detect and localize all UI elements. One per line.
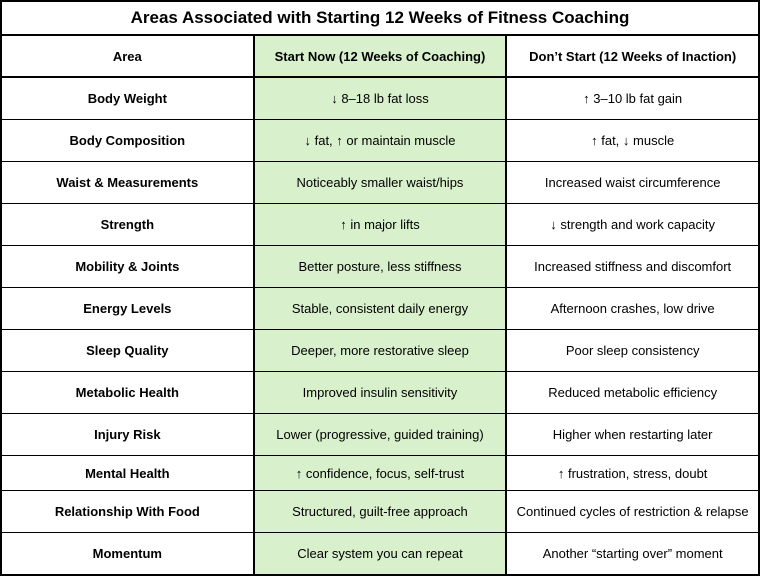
area-cell: Energy Levels	[1, 288, 254, 330]
table-row	[1, 162, 759, 204]
table-row	[1, 330, 759, 372]
dont-start-cell: Reduced metabolic efficiency	[506, 372, 759, 414]
dont-start-cell: Poor sleep consistency	[506, 330, 759, 372]
dont-start-cell: Another “starting over” moment	[506, 533, 759, 576]
start-now-cell: Clear system you can repeat	[254, 533, 507, 576]
start-now-cell: Improved insulin sensitivity	[254, 372, 507, 414]
table-row	[1, 372, 759, 414]
table-title: Areas Associated with Starting 12 Weeks of Fitness Coaching	[1, 1, 759, 35]
column-header-area: Area	[1, 35, 254, 77]
table-row	[1, 246, 759, 288]
dont-start-cell: ↑ frustration, stress, doubt	[506, 456, 759, 491]
start-now-cell: ↑ confidence, focus, self-trust	[254, 456, 507, 491]
start-now-cell: ↓ fat, ↑ or maintain muscle	[254, 120, 507, 162]
table-row	[1, 414, 759, 456]
table-row	[1, 456, 759, 491]
table-row	[1, 204, 759, 246]
table-row	[1, 491, 759, 533]
area-cell: Momentum	[1, 533, 254, 576]
table-row	[1, 533, 759, 576]
column-header-start-now: Start Now (12 Weeks of Coaching)	[254, 35, 507, 77]
dont-start-cell: ↑ 3–10 lb fat gain	[506, 77, 759, 120]
column-header-dont-start: Don’t Start (12 Weeks of Inaction)	[506, 35, 759, 77]
table-row	[1, 120, 759, 162]
dont-start-cell: ↓ strength and work capacity	[506, 204, 759, 246]
area-cell: Mobility & Joints	[1, 246, 254, 288]
area-cell: Metabolic Health	[1, 372, 254, 414]
start-now-cell: ↑ in major lifts	[254, 204, 507, 246]
area-cell: Injury Risk	[1, 414, 254, 456]
area-cell: Relationship With Food	[1, 491, 254, 533]
start-now-cell: Lower (progressive, guided training)	[254, 414, 507, 456]
dont-start-cell: Continued cycles of restriction & relapse	[506, 491, 759, 533]
table-row	[1, 77, 759, 120]
dont-start-cell: Increased waist circumference	[506, 162, 759, 204]
start-now-cell: Deeper, more restorative sleep	[254, 330, 507, 372]
table-row	[1, 288, 759, 330]
dont-start-cell: ↑ fat, ↓ muscle	[506, 120, 759, 162]
area-cell: Waist & Measurements	[1, 162, 254, 204]
header-row	[1, 35, 759, 77]
start-now-cell: Structured, guilt-free approach	[254, 491, 507, 533]
dont-start-cell: Increased stiffness and discomfort	[506, 246, 759, 288]
dont-start-cell: Higher when restarting later	[506, 414, 759, 456]
area-cell: Body Weight	[1, 77, 254, 120]
area-cell: Mental Health	[1, 456, 254, 491]
area-cell: Sleep Quality	[1, 330, 254, 372]
dont-start-cell: Afternoon crashes, low drive	[506, 288, 759, 330]
start-now-cell: Noticeably smaller waist/hips	[254, 162, 507, 204]
start-now-cell: ↓ 8–18 lb fat loss	[254, 77, 507, 120]
area-cell: Body Composition	[1, 120, 254, 162]
start-now-cell: Better posture, less stiffness	[254, 246, 507, 288]
area-cell: Strength	[1, 204, 254, 246]
start-now-cell: Stable, consistent daily energy	[254, 288, 507, 330]
